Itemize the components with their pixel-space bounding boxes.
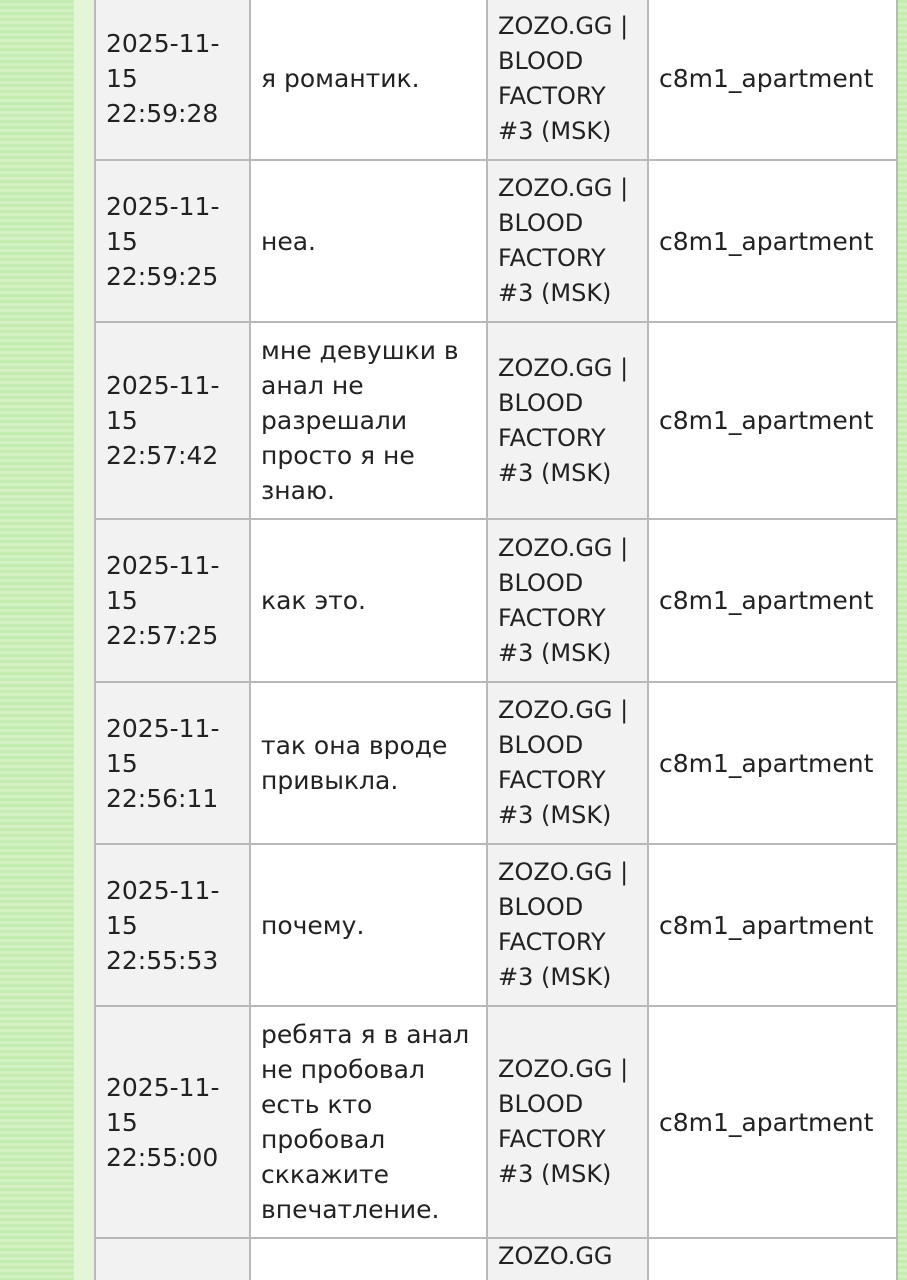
timestamp-date: 2025-11-15 [106,371,220,435]
table-row [95,682,897,844]
map-cell: c8m1_apartment [648,0,897,160]
timestamp-date: 2025-11-15 [106,29,220,93]
map-cell: c8m1_apartment [648,682,897,844]
timestamp-date: 2025-11-15 [106,875,220,940]
timestamp-cell [95,1006,250,1238]
server-cell: ZOZO.GG | BLOOD FACTORY #3 (MSK) [487,0,648,160]
timestamp-cell [95,682,250,844]
timestamp-date: 2025-11-15 [106,1072,220,1137]
timestamp-time: 22:56:11 [106,783,219,813]
timestamp-cell [95,0,250,160]
table-row [95,1006,897,1238]
server-cell: ZOZO.GG | BLOOD FACTORY #3 (MSK) [487,1006,648,1238]
table-row [95,160,897,322]
timestamp-cell [95,1238,250,1280]
table-row [95,844,897,1006]
message-cell: почему. [250,844,487,1006]
table-row [95,0,897,160]
chat-log-body [95,0,897,1280]
chat-log-table [94,0,898,1280]
message-cell: так она вроде привыкла. [250,682,487,844]
table-row-partial [95,1238,897,1280]
message-cell: мне девушки в анал не разрешали просто я не знаю. [250,322,487,519]
timestamp-time: 22:55:00 [106,1142,219,1172]
timestamp-time: 22:57:25 [106,621,219,650]
table-row [95,519,897,682]
timestamp-cell [95,160,250,322]
message-cell: я романтик. [250,0,487,160]
chat-log-table-wrap[interactable] [94,0,898,1280]
timestamp-date: 2025-11-15 [106,191,220,256]
map-cell: c8m1_apartment [648,1006,897,1238]
server-cell: ZOZO.GG | BLOOD FACTORY #3 (MSK) [487,519,648,682]
server-cell: ZOZO.GG | BLOOD FACTORY #3 (MSK) [487,322,648,519]
table-row [95,322,897,519]
server-cell: ZOZO.GG [487,1238,648,1280]
map-cell: c8m1_apartment [648,160,897,322]
timestamp-time: 22:57:42 [106,441,219,470]
map-cell: c8m1_apartment [648,322,897,519]
timestamp-time: 22:55:53 [106,945,219,975]
side-strip [74,0,94,1280]
server-cell: ZOZO.GG | BLOOD FACTORY #3 (MSK) [487,844,648,1006]
message-cell [250,1238,487,1280]
timestamp-cell [95,322,250,519]
timestamp-date: 2025-11-15 [106,713,220,778]
timestamp-time: 22:59:25 [106,261,219,291]
timestamp-date: 2025-11-15 [106,551,220,615]
map-cell: c8m1_apartment [648,519,897,682]
message-cell: неа. [250,160,487,322]
timestamp-time: 22:59:28 [106,99,219,128]
map-cell [648,1238,897,1280]
message-cell: как это. [250,519,487,682]
timestamp-cell [95,844,250,1006]
map-cell: c8m1_apartment [648,844,897,1006]
message-cell: ребята я в анал не пробовал есть кто пробовал сккажите впечатление. [250,1006,487,1238]
timestamp-cell [95,519,250,682]
server-cell: ZOZO.GG | BLOOD FACTORY #3 (MSK) [487,160,648,322]
server-cell: ZOZO.GG | BLOOD FACTORY #3 (MSK) [487,682,648,844]
